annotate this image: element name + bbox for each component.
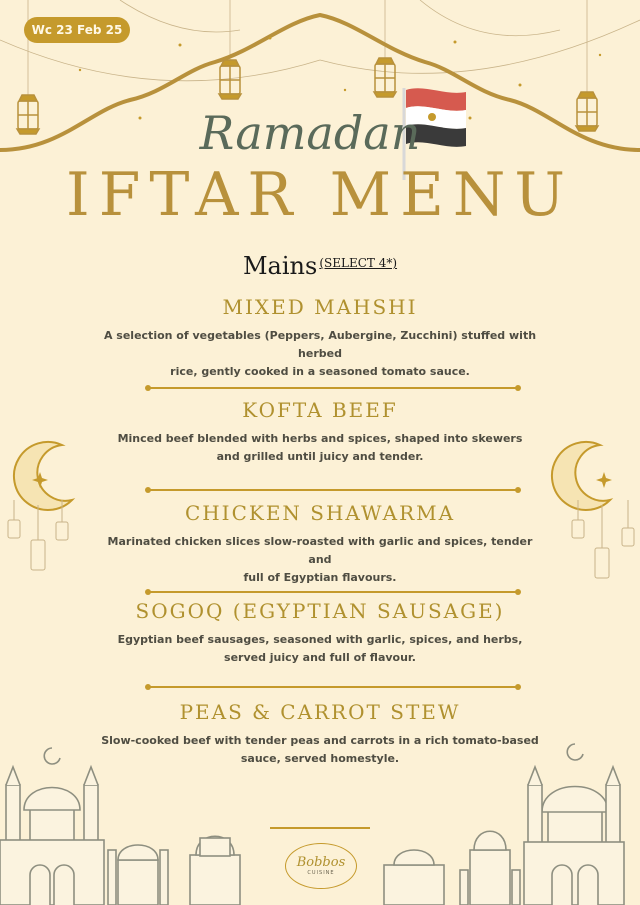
dish-description-line: served juicy and full of flavour. [224,651,416,664]
dish-description-line: Marinated chicken slices slow-roasted with garlic and spices, tender and [107,535,533,566]
dish-name: KOFTA BEEF [242,398,398,422]
dish-name: MIXED MAHSHI [222,295,418,319]
section-title: Mains [242,252,318,280]
dish-description-line: Egyptian beef sausages, seasoned with garlic, spices, and herbs, [117,633,523,646]
dish-description-line: rice, gently cooked in a seasoned tomato sauce. [170,365,470,378]
dish-item [100,295,540,381]
dish-description [100,631,540,667]
dish-description-line: and grilled until juicy and tender. [216,450,424,463]
date-badge: Wc 23 Feb 25 [24,17,130,43]
crescent-moon-icon [0,440,640,600]
logo-name: Bobbos [296,855,346,870]
dish-description [100,327,540,381]
dish-name: CHICKEN SHAWARMA [184,501,456,525]
dish-item [100,599,540,667]
dish-description-line: Minced beef blended with herbs and spices, shaped into skewers [117,432,523,445]
section-header [0,252,640,280]
script-title [0,104,640,168]
dish-description-line: A selection of vegetables (Peppers, Aubergine, Zucchini) stuffed with herbed [103,329,537,360]
divider [148,686,518,688]
logo-subtitle: CUISINE [307,870,335,876]
dish-description-line: sauce, served homestyle. [240,752,400,765]
section-note: (SELECT 4*) [319,256,398,270]
divider [148,387,518,389]
script-title-text: Ramadan [199,106,421,160]
dish-description-line: Slow-cooked beef with tender peas and carrots in a rich tomato-based [101,734,539,747]
bobbos-logo [285,843,357,889]
main-title: IFTAR MENU [66,160,574,230]
dish-description-line: full of Egyptian flavours. [243,571,397,584]
dish-name: SOGOQ (EGYPTIAN SAUSAGE) [135,599,505,623]
logo-divider [270,827,370,829]
dish-name: PEAS & CARROT STEW [179,700,461,724]
